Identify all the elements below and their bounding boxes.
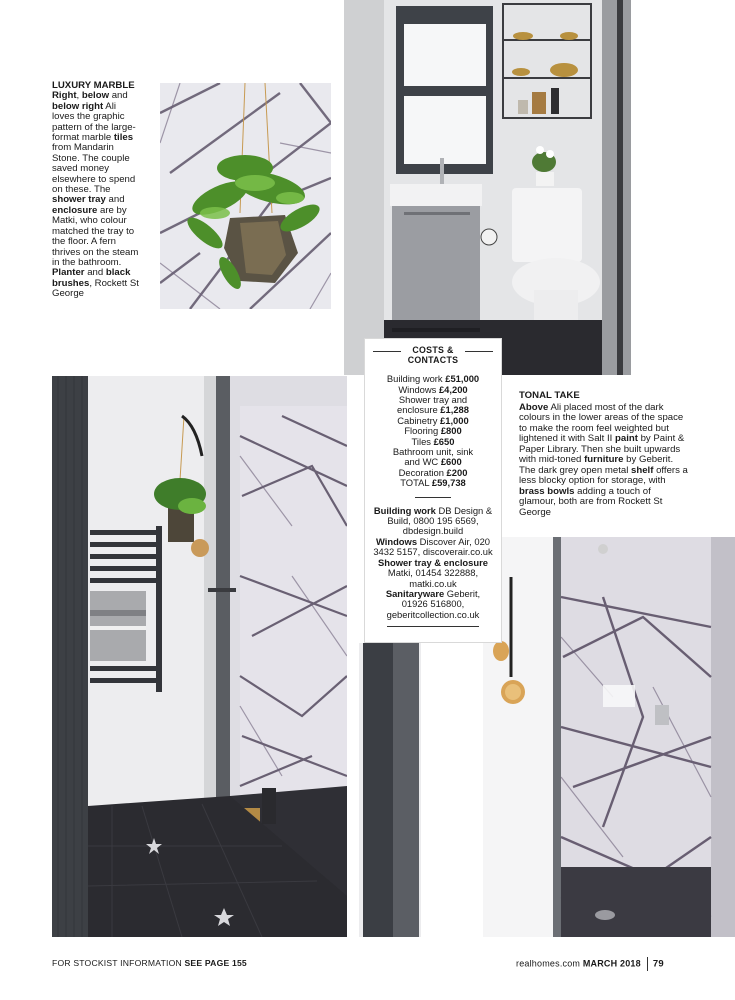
contact-details: matki.co.uk bbox=[409, 577, 457, 589]
contact-category: Windows bbox=[375, 535, 418, 547]
contact-details: 01926 516800, bbox=[401, 598, 465, 610]
issue-date: MARCH 2018 bbox=[582, 958, 641, 969]
caption-text: , bbox=[76, 90, 82, 102]
basin-wc-photo bbox=[344, 0, 631, 375]
contact-category: Building work bbox=[373, 504, 436, 516]
cost-list bbox=[371, 374, 495, 488]
costs-title-line-1: COSTS & bbox=[412, 345, 454, 355]
caption-keyword: furniture bbox=[584, 454, 624, 465]
caption-text: Ali loves the graphic pattern of the large-format marble bbox=[52, 100, 136, 144]
contact-details: 3432 5157, discoverair.co.uk bbox=[373, 546, 493, 558]
divider bbox=[415, 497, 451, 498]
divider bbox=[387, 626, 479, 627]
fern-planter-photo bbox=[160, 83, 331, 309]
contact-category: Shower tray & enclosure bbox=[378, 556, 488, 568]
cost-label: TOTAL bbox=[400, 477, 432, 489]
caption-text: from Mandarin Stone. The couple saved money elsewhere to spend on these. The bbox=[52, 142, 136, 196]
caption-keyword: shelf bbox=[631, 464, 654, 476]
caption-text: and bbox=[109, 90, 128, 102]
cost-value: £51,000 bbox=[445, 373, 480, 385]
cost-value: £650 bbox=[433, 435, 455, 447]
caption-keyword: black brushes bbox=[52, 267, 131, 289]
cost-label: Windows bbox=[398, 383, 439, 395]
contact-details: Discover Air, 020 bbox=[417, 535, 490, 547]
caption-ref: Right bbox=[52, 90, 77, 102]
contact-category: Sanitaryware bbox=[385, 587, 445, 599]
caption-ref: Above bbox=[519, 401, 549, 413]
luxury-marble-caption bbox=[52, 81, 140, 300]
folio-divider bbox=[647, 957, 648, 971]
folio bbox=[516, 957, 664, 971]
cost-label: Decoration bbox=[398, 466, 447, 478]
caption-keyword: tiles bbox=[113, 132, 134, 144]
caption-keyword: Planter bbox=[52, 267, 85, 279]
cost-value: £4,200 bbox=[438, 383, 468, 395]
caption-keyword: paint bbox=[615, 433, 638, 444]
caption-heading: TONAL TAKE bbox=[519, 390, 580, 401]
costs-title-line-2: CONTACTS bbox=[407, 354, 459, 365]
tonal-take-caption bbox=[519, 391, 689, 518]
caption-text: by Paint & Paper Library. Then she built upwards with mid-toned bbox=[519, 433, 685, 465]
contact-details: Matki, 01454 322888, bbox=[387, 567, 479, 579]
cost-value: £600 bbox=[440, 456, 462, 468]
caption-text: offers a less blocky option for storage, with bbox=[519, 464, 688, 486]
cost-label: Tiles bbox=[411, 435, 434, 447]
stockist-prefix: FOR STOCKIST INFORMATION bbox=[52, 958, 185, 968]
cost-value: £800 bbox=[440, 425, 462, 437]
contact-list bbox=[371, 506, 495, 620]
caption-text: and bbox=[84, 267, 106, 279]
stockist-info bbox=[52, 958, 247, 968]
costs-title bbox=[371, 346, 495, 365]
stockist-page-ref: SEE PAGE 155 bbox=[184, 958, 247, 968]
caption-text: are by Matki, who colour matched the tray to the floor. A fern thrives on the steam in the bathroom. bbox=[52, 204, 139, 268]
caption-text: , Rockett St George bbox=[52, 277, 139, 300]
cost-label: Building work bbox=[386, 373, 446, 385]
caption-keyword: brass bowls bbox=[519, 485, 575, 497]
cost-label: Flooring bbox=[404, 425, 441, 437]
cost-value: £59,738 bbox=[431, 477, 466, 489]
shower-towel-rail-photo bbox=[52, 376, 347, 937]
cost-label: Shower tray and bbox=[398, 394, 468, 405]
contact-details: Geberit, bbox=[444, 587, 481, 599]
caption-text: adding a touch of glamour, both are from Rockett St George bbox=[519, 485, 663, 518]
site-name: realhomes.com bbox=[516, 958, 581, 969]
contact-details: geberitcollection.co.uk bbox=[386, 608, 480, 620]
caption-text: by Geberit. The dark grey open metal bbox=[519, 454, 674, 476]
caption-heading: LUXURY MARBLE bbox=[52, 80, 135, 91]
page-number: 79 bbox=[652, 958, 664, 970]
caption-ref: below right bbox=[52, 100, 104, 112]
cost-label: enclosure bbox=[397, 404, 441, 416]
doorframe-photo bbox=[359, 643, 421, 937]
cost-value: £1,288 bbox=[440, 404, 469, 416]
costs-contacts-box bbox=[364, 338, 502, 643]
contact-details: Build, 0800 195 6569, bbox=[387, 515, 479, 527]
caption-text: and bbox=[105, 194, 125, 206]
caption-keyword: shower tray bbox=[52, 194, 106, 206]
cost-label: Bathroom unit, sink bbox=[392, 446, 474, 458]
contact-details: dbdesign.build bbox=[402, 525, 464, 537]
caption-ref: below bbox=[81, 90, 110, 102]
contact-line bbox=[371, 610, 495, 620]
cost-item bbox=[371, 478, 495, 488]
caption-text: Ali placed most of the dark colours in the lower areas of the space to make the room feel weighted but lightened it with Salt II bbox=[519, 401, 684, 444]
marble-shower-photo bbox=[483, 537, 735, 937]
cost-label: Cabinetry bbox=[397, 414, 441, 426]
cost-value: £1,000 bbox=[440, 414, 469, 426]
contact-details: DB Design & bbox=[435, 504, 493, 516]
cost-value: £200 bbox=[446, 466, 468, 478]
cost-label: and WC bbox=[404, 456, 441, 468]
caption-keyword: enclosure bbox=[52, 204, 98, 216]
